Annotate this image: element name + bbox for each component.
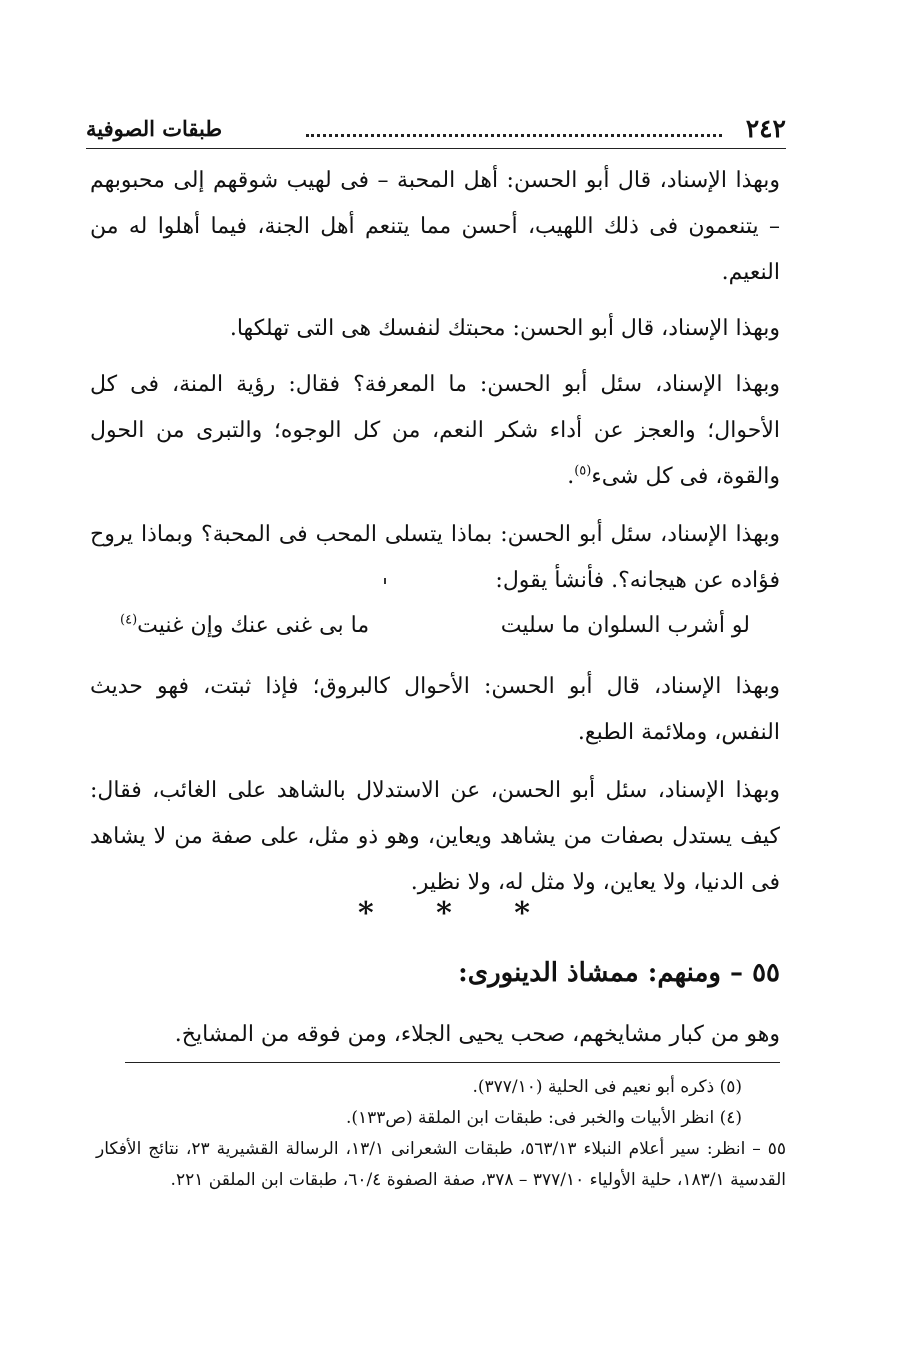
footnote-5: (٥) ذكره أبو نعيم فى الحلية (٣٧٧/١٠). — [472, 1077, 742, 1097]
footnote-ref-5: (٥) — [574, 463, 592, 479]
paragraph-3-text: وبهذا الإسناد، سئل أبو الحسن: ما المعرفة؟ فقال: رؤية المنة، فى كل الأحوال؛ والعجز عن أداء شكر النعم، من كل الوجوه؛ والتبرى من الحول والقوة، فى كل شىء — [90, 372, 780, 489]
header-leader-dots — [306, 120, 722, 137]
paragraph-1: وبهذا الإسناد، قال أبو الحسن: أهل المحبة – فى لهيب شوقهم إلى محبوبهم – يتنعمون فى ذلك اللهيب، أحسن مما يتنعم أهل الجنة، فيما أهلوا له من النعيم. — [90, 168, 780, 285]
section-heading: ٥٥ – ومنهم: ممشاذ الدينورى: — [458, 958, 780, 988]
section-intro: وهو من كبار مشايخهم، صحب يحيى الجلاء، ومن فوقه من المشايخ. — [174, 1022, 780, 1047]
verse-second-text: ما بى غنى عنك وإن غنيت — [137, 613, 370, 638]
footnote-divider — [125, 1062, 780, 1063]
section-separator: * * * — [358, 896, 556, 931]
footnote-4: (٤) انظر الأبيات والخبر فى: طبقات ابن الملقة (ص١٣٣). — [345, 1108, 742, 1128]
footnote-55: ٥٥ – انظر: سير أعلام النبلاء ٥٦٣/١٣، طبقات الشعرانى ١٣/١، الرسالة القشيرية ٢٣، نتائج الأفكار القدسية ١٨٣/١، حلية الأولياء ٣٧٧/١٠ – ٣٧٨، صفة الصفوة ٦٠/٤، طبقات ابن الملقن ٢٢١. — [96, 1139, 786, 1190]
paragraph-6: وبهذا الإسناد، سئل أبو الحسن، عن الاستدلال بالشاهد على الغائب، فقال: كيف يستدل بصفات من يشاهد ويعاين، وهو ذو مثل، على صفة من لا يشاهد فى الدنيا، ولا يعاين، ولا مثل له، ولا نظير. — [90, 778, 780, 895]
footnotes — [96, 1072, 790, 1196]
paragraph-5: وبهذا الإسناد، قال أبو الحسن: الأحوال كالبروق؛ فإذا ثبتت، فهو حديث النفس، وملائمة الطبع. — [90, 674, 780, 745]
paragraph-3-end: . — [567, 464, 575, 489]
poem-verse — [120, 603, 750, 649]
verse-second-hemistich — [120, 603, 369, 649]
paragraph-4: وبهذا الإسناد، سئل أبو الحسن: بماذا يتسلى المحب فى المحبة؟ وبماذا يروح فؤاده عن هيجانه؟. فأنشأ يقول: — [90, 522, 780, 593]
verse-first-hemistich: لو أشرب السلوان ما سليت — [500, 613, 750, 638]
footnote-ref-4: (٤) — [120, 612, 138, 628]
ink-speck — [384, 578, 386, 584]
running-header — [86, 112, 786, 149]
book-title: طبقات الصوفية — [86, 116, 223, 141]
paragraph-2: وبهذا الإسناد، قال أبو الحسن: محبتك لنفسك هى التى تهلكها. — [229, 316, 780, 341]
page-number: ٢٤٢ — [745, 114, 786, 143]
paragraph-3 — [90, 362, 780, 500]
